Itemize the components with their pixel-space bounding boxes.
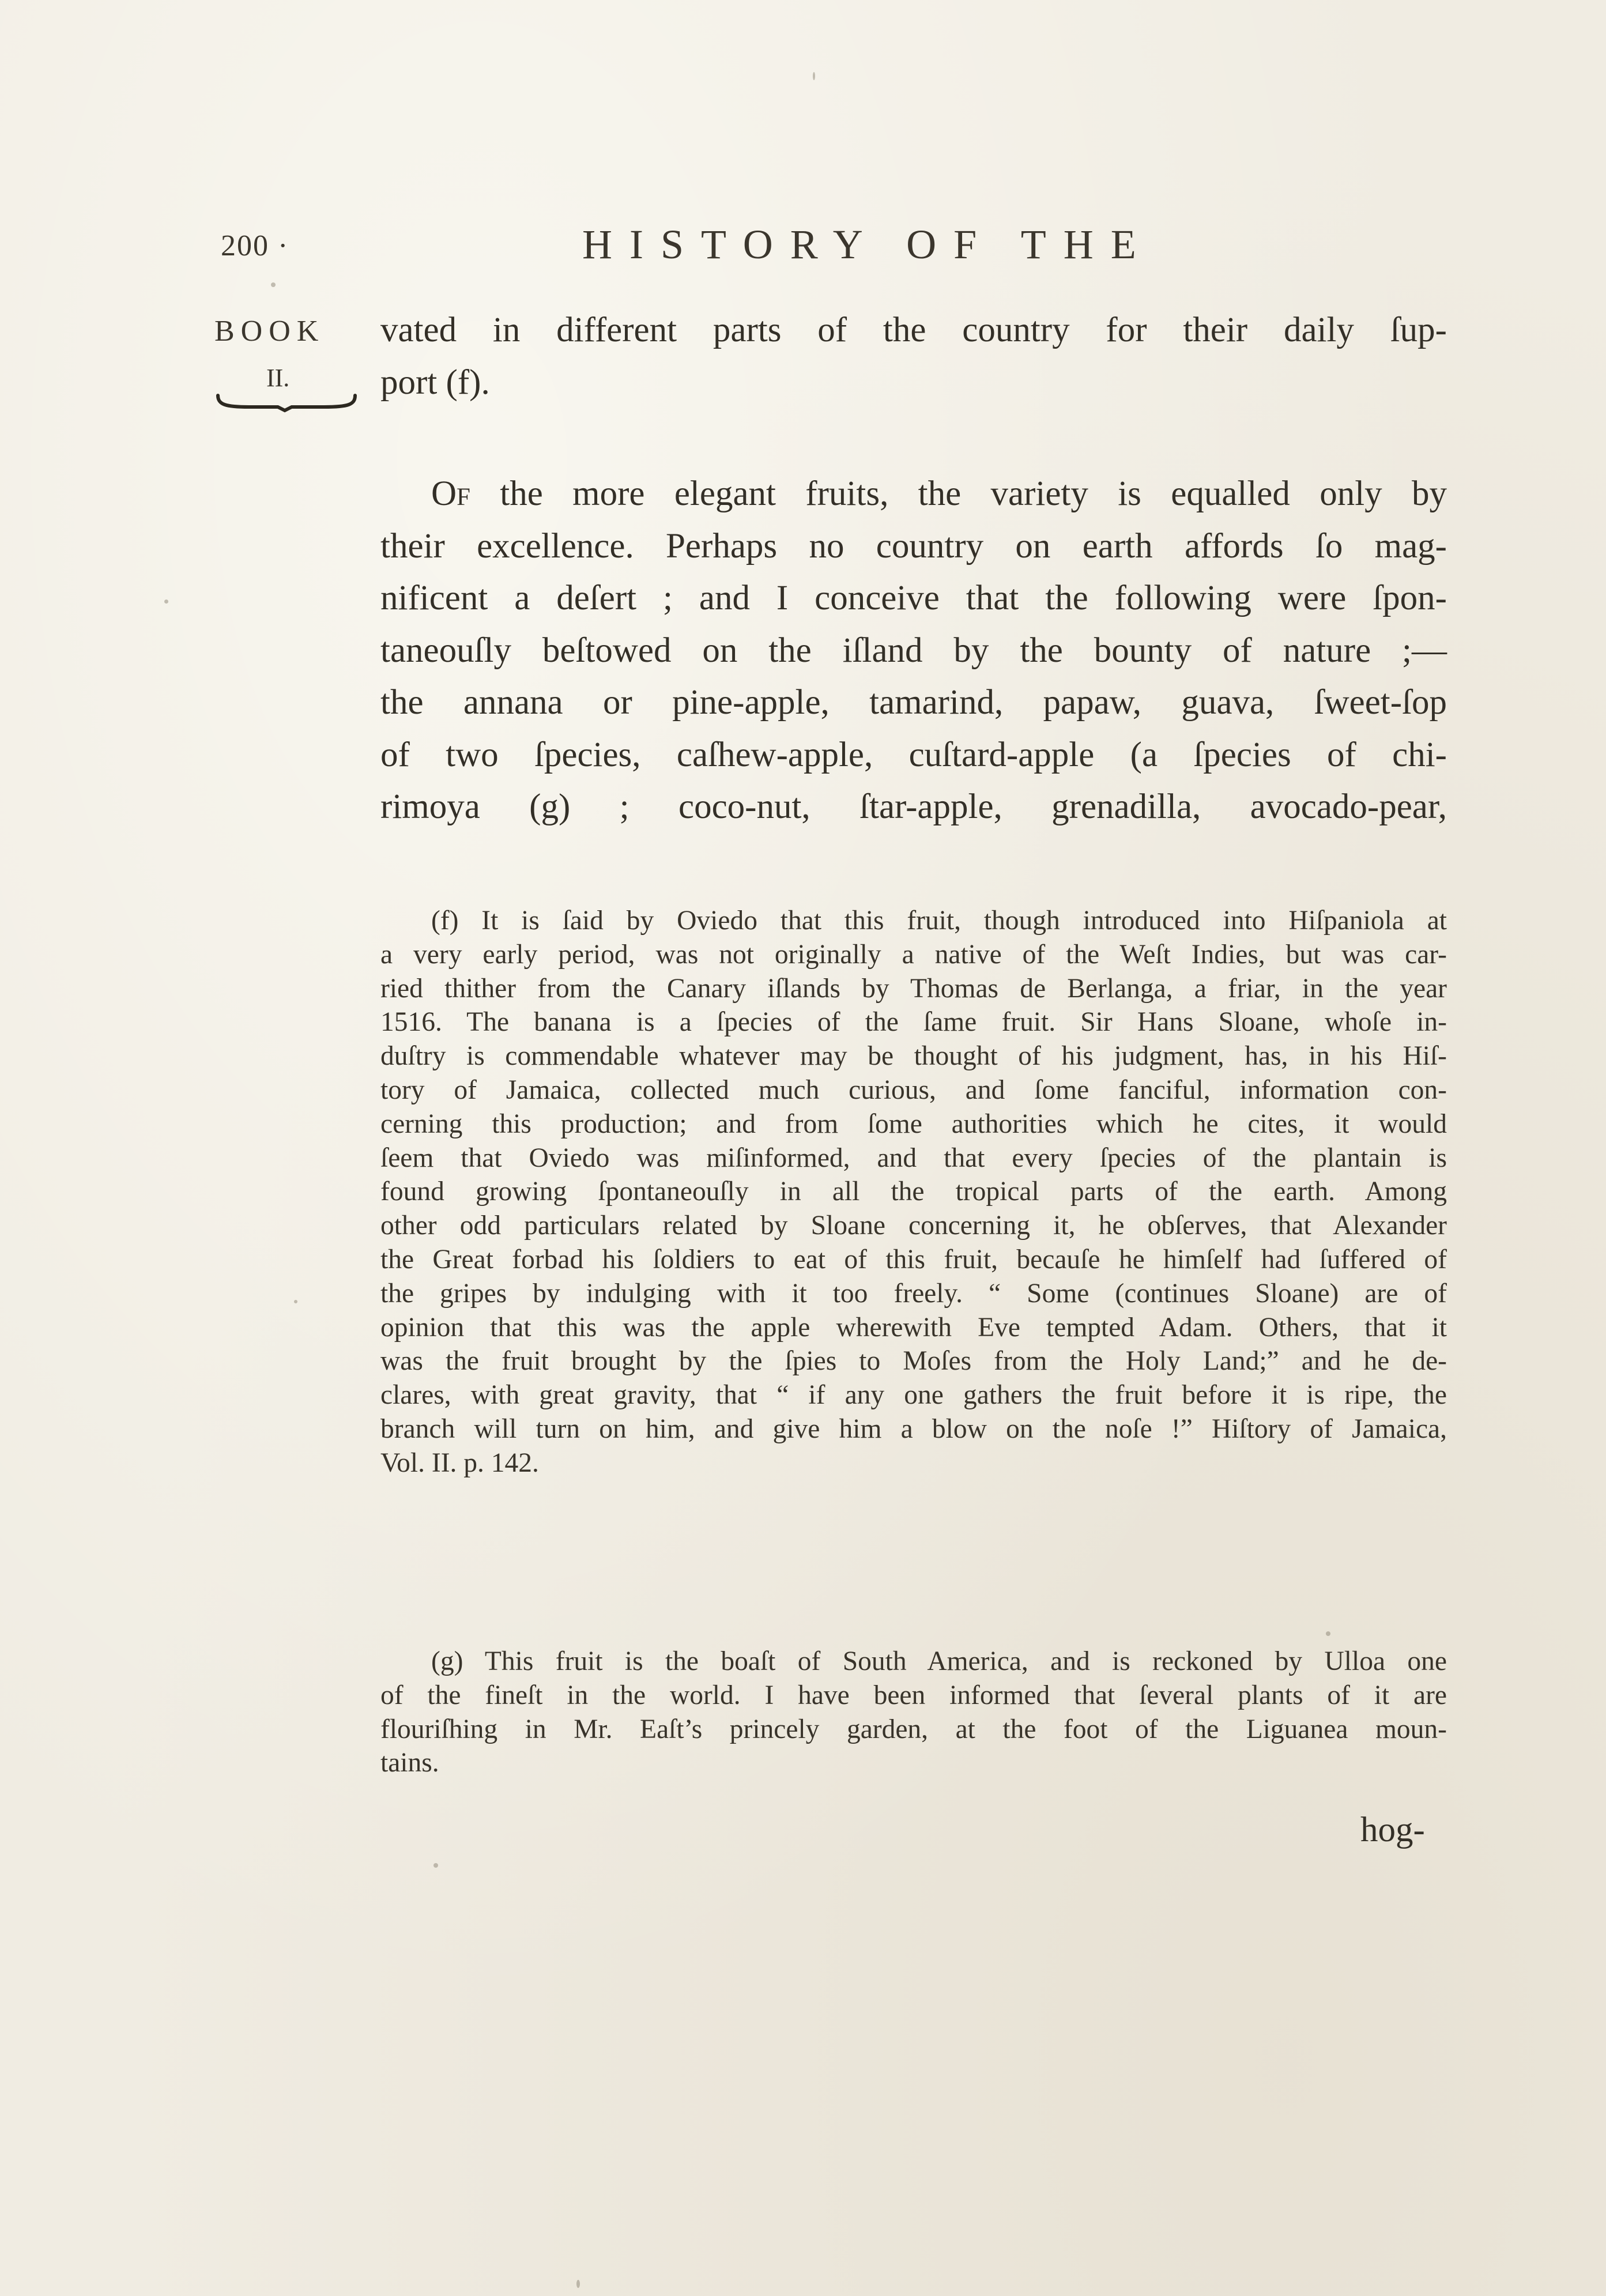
footnote-line: ried thither from the Canary iſlands by Thomas de Berlanga, a friar, in the year — [380, 973, 1447, 1004]
paper-speck — [1326, 1631, 1330, 1636]
paper-speck — [433, 1863, 438, 1868]
footnote-line: ſeem that Oviedo was miſinformed, and that every ſpecies of the plantain is — [380, 1143, 1447, 1173]
text-line: nificent a deſert ; and I conceive that the following were ſpon- — [380, 579, 1447, 617]
footnote-line: tory of Jamaica, collected much curious, and ſome fanciful, information con- — [380, 1075, 1447, 1105]
paper-speck — [164, 600, 168, 604]
margin-book-label: BOOK — [214, 315, 325, 348]
text-line-rest: the more elegant fruits, the variety is equalled only by — [470, 474, 1447, 513]
text-line: their excellence. Perhaps no country on earth affords ſo mag- — [380, 526, 1447, 565]
footnote-line: duſtry is commendable whatever may be thought of his judgment, has, in his Hiſ- — [380, 1041, 1447, 1072]
page-header — [0, 221, 1606, 273]
text-line: of two ſpecies, caſhew-apple, cuſtard-apple (a ſpecies of chi- — [380, 735, 1447, 774]
text-line: the annana or pine-apple, tamarind, papaw, guava, ſweet-ſop — [380, 683, 1447, 722]
paper-speck — [813, 72, 815, 80]
footnote-line: branch will turn on him, and give him a blow on the noſe !” Hiſtory of Jamaica, — [380, 1413, 1447, 1444]
footnote-g — [380, 1645, 1447, 1780]
footnote-line: flouriſhing in Mr. Eaſt’s princely garden, at the foot of the Liguanea moun- — [380, 1714, 1447, 1744]
text-line: rimoya (g) ; coco-nut, ſtar-apple, grenadilla, avocado-pear, — [380, 787, 1447, 826]
footnote-line: (g) This fruit is the boaſt of South America, and is reckoned by Ulloa one — [431, 1646, 1447, 1676]
footnote-line: clares, with great gravity, that “ if any one gathers the fruit before it is ripe, the — [380, 1380, 1447, 1411]
footnote-line: cerning this production; and from ſome authorities which he cites, it would — [380, 1109, 1447, 1139]
text-line: port (f). — [380, 363, 490, 402]
catchword: hog- — [1360, 1811, 1425, 1849]
text-line: taneouſly beſtowed on the iſland by the bounty of nature ;— — [380, 631, 1447, 670]
footnote-line: opinion that this was the apple wherewith Eve tempted Adam. Others, that it — [380, 1312, 1447, 1343]
footnote-line: Vol. II. p. 142. — [380, 1447, 539, 1478]
footnote-line: of the fineſt in the world. I have been informed that ſeveral plants of it are — [380, 1680, 1447, 1710]
body-paragraph-2 — [380, 468, 1447, 834]
text-line — [380, 468, 1447, 521]
footnote-line: the gripes by indulging with it too freely. “ Some (continues Sloane) are of — [380, 1278, 1447, 1309]
paper-speck — [294, 1300, 297, 1303]
paper-speck — [271, 282, 276, 287]
footnote-line: (f) It is ſaid by Oviedo that this fruit, though introduced into Hiſpaniola at — [431, 906, 1447, 936]
margin-bracket-ornament — [214, 392, 359, 415]
footnote-line: a very early period, was not originally a native of the Weſt Indies, but was car- — [380, 939, 1447, 970]
footnote-line: 1516. The banana is a ſpecies of the ſame fruit. Sir Hans Sloane, whoſe in- — [380, 1007, 1447, 1038]
footnote-line: was the fruit brought by the ſpies to Moſes from the Holy Land;” and he de- — [380, 1346, 1447, 1377]
body-paragraph-1 — [380, 304, 1447, 409]
footnote-line: other odd particulars related by Sloane concerning it, he obſerves, that Alexander — [380, 1211, 1447, 1241]
footnote-line: the Great forbad his ſoldiers to eat of this fruit, becauſe he himſelf had ſuffered of — [380, 1244, 1447, 1275]
running-title: HISTORY OF THE — [582, 221, 1153, 267]
paper-speck — [576, 2280, 580, 2288]
footnote-line: tains. — [380, 1748, 439, 1778]
footnote-f — [380, 904, 1447, 1480]
footnote-line: found growing ſpontaneouſly in all the tropical parts of the earth. Among — [380, 1177, 1447, 1207]
paragraph-lead-word: Of — [431, 474, 470, 513]
margin-note — [214, 314, 364, 392]
page-number: 200 · — [221, 229, 289, 262]
text-line: vated in different parts of the country for their daily ſup- — [380, 311, 1447, 349]
margin-volume-label: II. — [266, 364, 290, 392]
